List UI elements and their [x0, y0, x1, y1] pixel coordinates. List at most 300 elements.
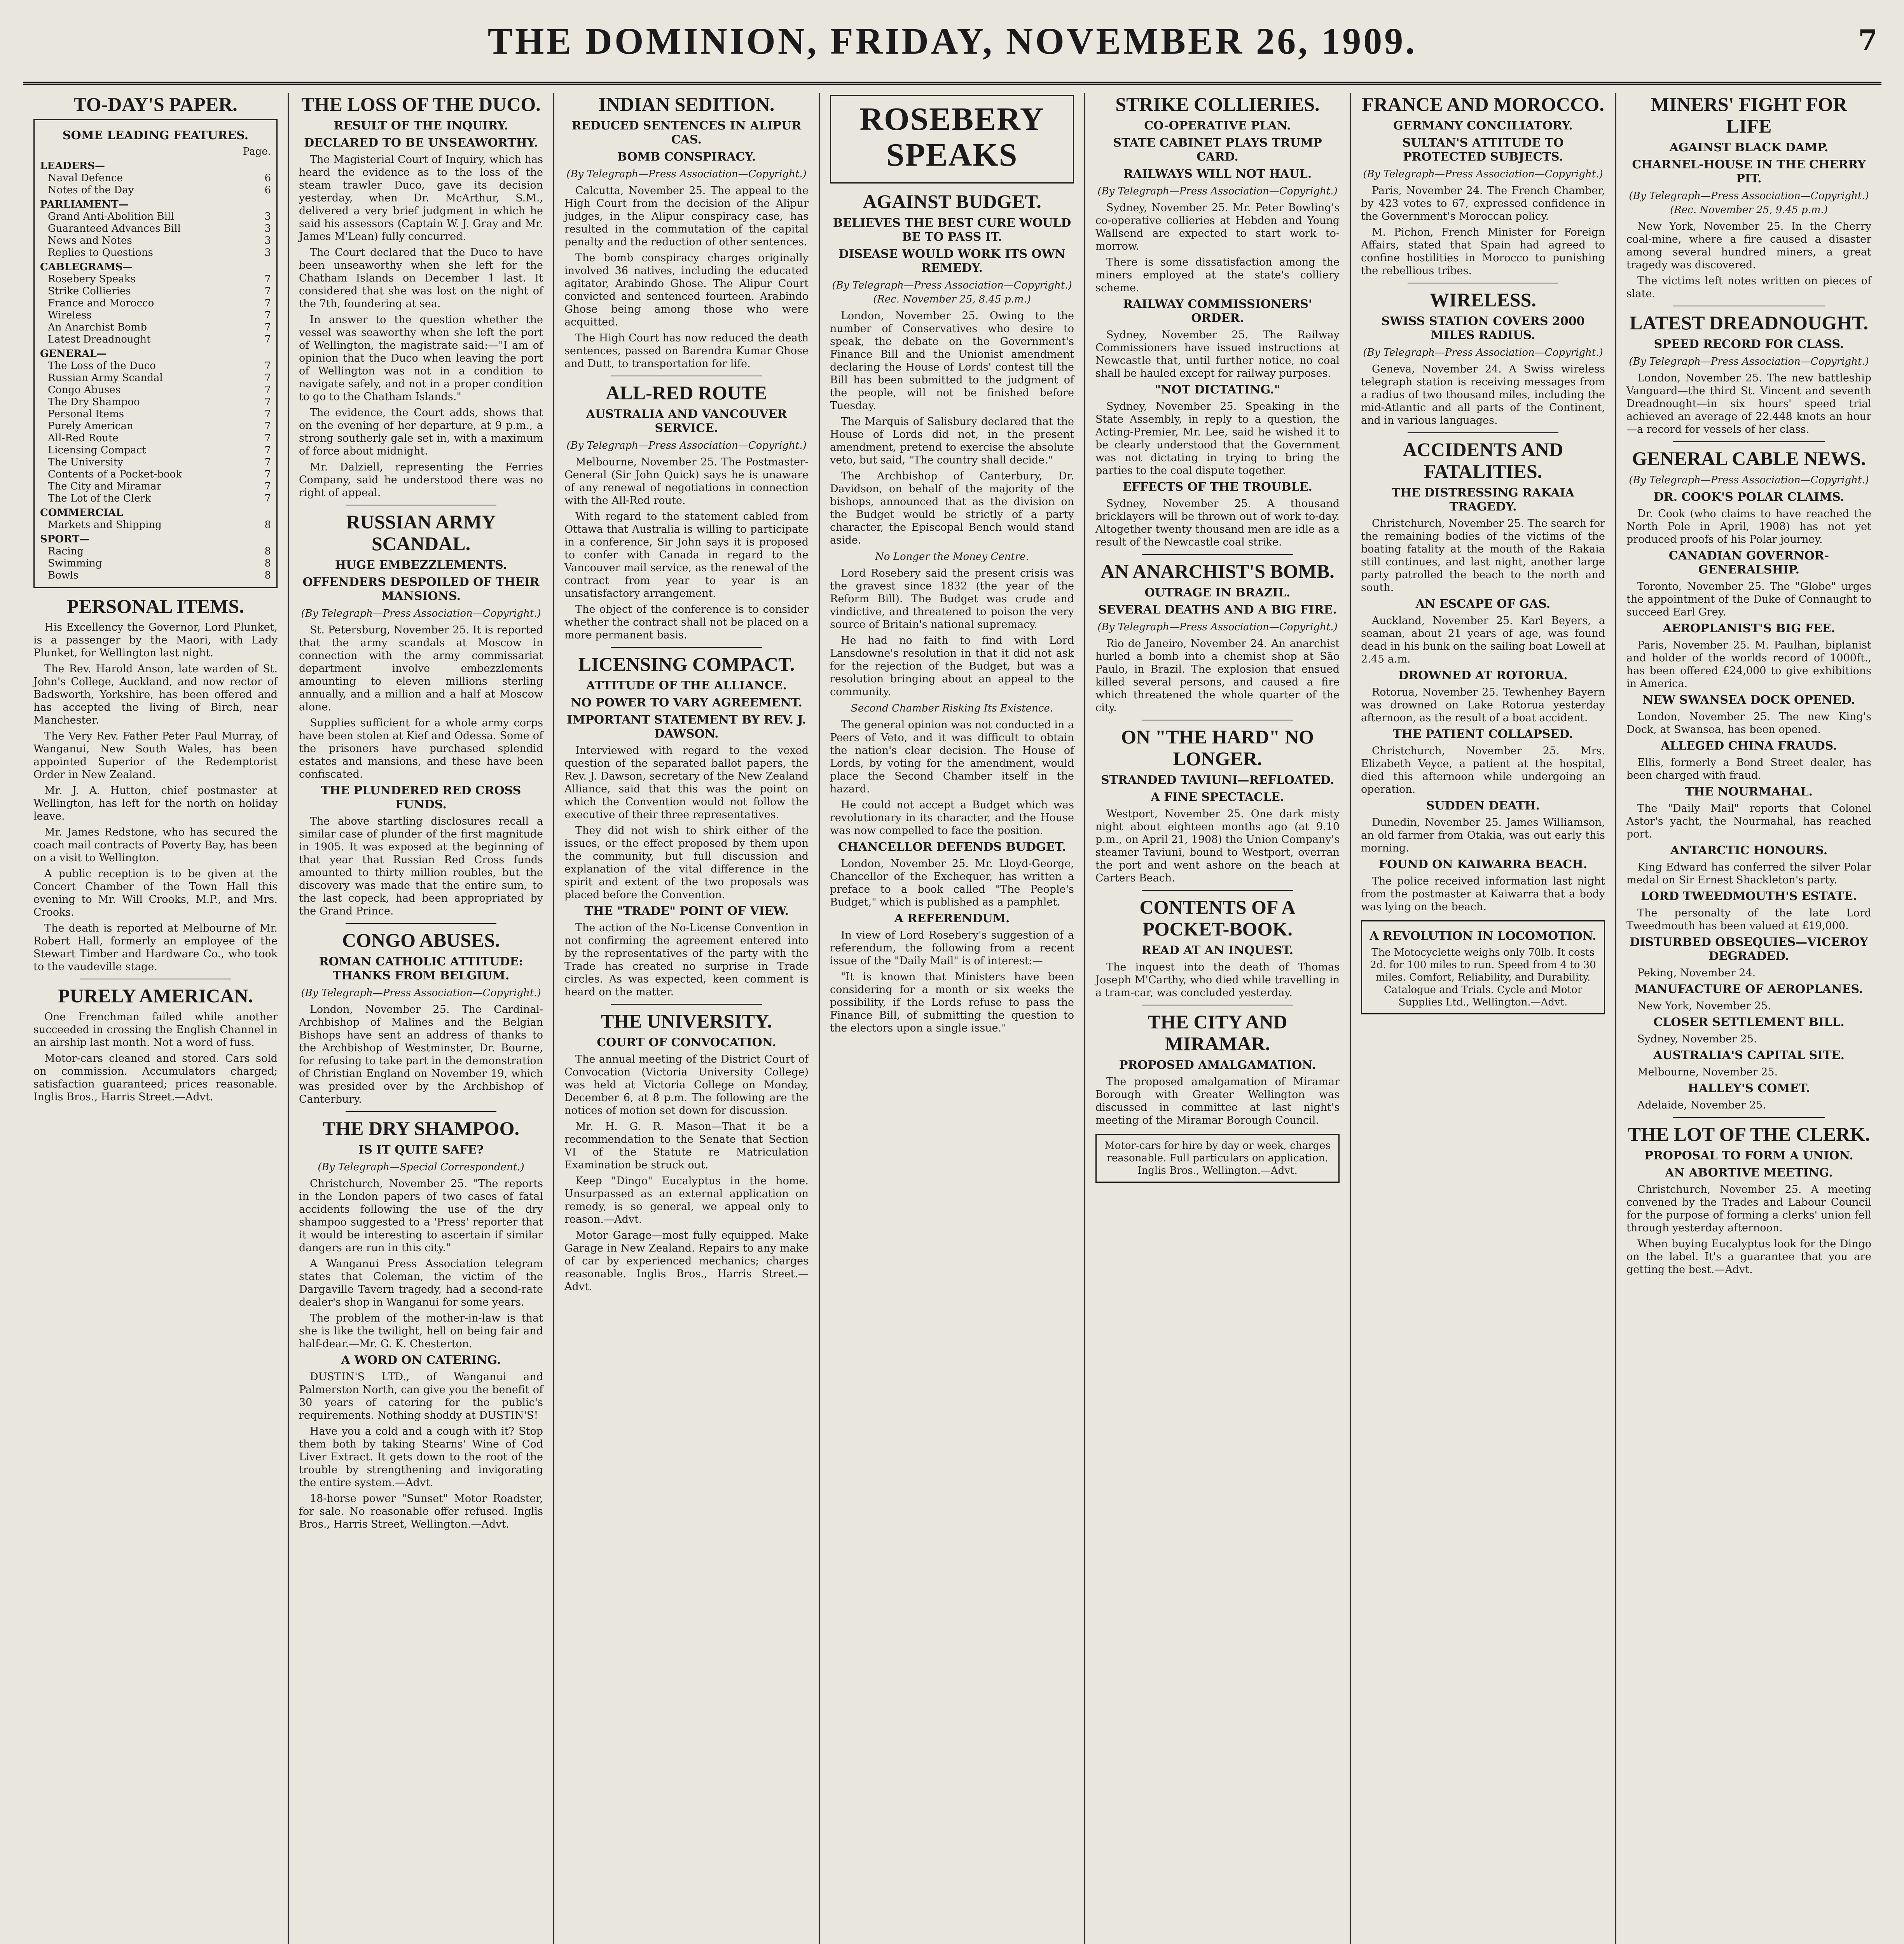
subhead: ATTITUDE OF THE ALLIANCE. [586, 679, 787, 692]
article-strike [1095, 201, 1340, 294]
index-section-title: SPORT— [40, 533, 90, 545]
index-item-page: 7 [264, 297, 271, 309]
article-paragraph: The victims left notes written on pieces of slate. [1626, 275, 1871, 300]
subhead: STATE CABINET PLAYS TRUMP CARD. [1113, 136, 1322, 164]
cable-subhead: LORD TWEEDMOUTH'S ESTATE. [1640, 890, 1857, 903]
subhead: CO-OPERATIVE PLAN. [1144, 119, 1291, 133]
article-duco [299, 153, 543, 499]
article-paragraph: Sydney, November 25. Mr. Peter Bowling's co-operative collieries at Hebden and Young Wallsend are expected to start work to-morrow. [1095, 202, 1340, 252]
byline: (By Telegraph—Press Association—Copyright.) [1097, 621, 1338, 633]
index-section-title: GENERAL— [40, 348, 107, 360]
article-paragraph: In view of Lord Rosebery's suggestion of a referendum, the following from a recent issue of the "Daily Mail" is of interest:— [830, 929, 1074, 967]
article-paragraph: Auckland, November 25. Karl Beyers, a seaman, about 21 years of age, was found dead in his bunk on the sailing boat Lowell at 2.45 a.m. [1361, 615, 1605, 665]
article-purely-american [33, 1010, 278, 1103]
article-paragraph: The police received information last night from the postmaster at Kaiwarra that a body was lying on the beach. [1361, 875, 1605, 913]
article-paragraph: When buying Eucalyptus look for the Dingo on the label. It's a guarantee that you are getting the best.—Advt. [1626, 1238, 1871, 1276]
subhead: ROMAN CATHOLIC ATTITUDE: THANKS FROM BELGIUM. [319, 955, 523, 982]
index-item-label: Bowls [48, 570, 79, 581]
headline-city-miramar: THE CITY AND MIRAMAR. [1148, 1011, 1287, 1054]
headline-anarchist: AN ANARCHIST'S BOMB. [1100, 560, 1335, 582]
article-paragraph: Lord Rosebery said the present crisis was the gravest since 1832 (the year of the Reform Bill). The Budget was crude and vindictive, and threatened to poison the very source of Britain's national supremacy. [830, 567, 1074, 631]
cable-subhead: CLOSER SETTLEMENT BILL. [1653, 1016, 1845, 1029]
index-item-page: 7 [264, 481, 271, 492]
index-item [40, 273, 271, 285]
article-paragraph: DUSTIN'S LTD., of Wanganui and Palmerston North, can give you the benefit of 30 years of catering for the public's requirements. Nothing shoddy at DUSTIN'S! [299, 1371, 543, 1421]
index-section [40, 259, 271, 273]
byline: (By Telegraph—Press Association—Copyright.) [1363, 347, 1603, 358]
article-paragraph: 18-horse power "Sunset" Motor Roadster, for sale. No reasonable offer refused. Inglis Bros., Harris Street, Wellington.—Advt. [299, 1493, 543, 1530]
index-item-page: 7 [264, 372, 271, 384]
index-item [40, 223, 271, 235]
index-item-page: 3 [264, 211, 271, 222]
article-clerk [1626, 1183, 1871, 1276]
article-plundered [299, 815, 543, 918]
article-chancellor [830, 857, 1074, 909]
article-pocketbook [1095, 961, 1340, 999]
subhead: THE PLUNDERED RED CROSS FUNDS. [321, 784, 521, 811]
index-item-page: 7 [264, 432, 271, 444]
article-paragraph: The death is reported at Melbourne of Mr. Robert Hall, formerly an employee of the Stewart Timber and Hardware Co., who took to the vaudeville stage. [33, 922, 278, 973]
headline-france: FRANCE AND MOROCCO. [1362, 93, 1604, 115]
subhead: OUTRAGE IN BRAZIL. [1144, 586, 1291, 600]
divider [1142, 890, 1293, 891]
column-1 [23, 93, 289, 1944]
article-paragraph: Melbourne, November 25. The Postmaster-General (Sir John Quick) says he is unaware of any renewal of negotiations in connection with the All-Red route. [564, 456, 809, 507]
index-section-title: LEADERS— [40, 160, 105, 172]
article-patient [1361, 745, 1605, 796]
article-paragraph: Sydney, November 25. Speaking in the State Assembly, in reply to a question, the Acting-Premier, Mr. Lee, said he wished it to be clearly understood that the Government was not dictating in trying to bring the parties to the coal dispute together. [1095, 400, 1340, 477]
index-item-page: 7 [264, 309, 271, 321]
headline-wireless: WIRELESS. [1430, 289, 1536, 311]
cable-paragraph: New York, November 25. [1637, 1000, 1771, 1012]
byline: (By Telegraph—Press Association—Copyright.) [566, 168, 807, 180]
index-item-page: 7 [264, 444, 271, 456]
article-paragraph: Keep "Dingo" Eucalyptus in the home. Unsurpassed as an external application on remedy, is so general, we appeal only to reason.—Advt. [564, 1175, 809, 1225]
subhead: A REFERENDUM. [894, 912, 1010, 925]
article-paragraph: Mr. H. G. R. Mason—That it be a recommendation to the Senate that Section VI of the Statute re Matriculation Examination be struck out. [564, 1121, 809, 1171]
subhead: PROPOSAL TO FORM A UNION. [1644, 1149, 1853, 1163]
index-item-label: The Dry Shampoo [48, 396, 140, 408]
article-paragraph: The general opinion was not conducted in a Peers of Veto, and it was difficult to obtain the nation's clear decision. The House of Lords, by voting for the amendment, would place the Second Chamber itself in the hazard. [830, 719, 1074, 795]
article-russian [299, 624, 543, 781]
index-item-page: 7 [264, 285, 271, 297]
index-item [40, 545, 271, 558]
newspaper-page [23, 16, 1881, 1944]
subhead: EFFECTS OF THE TROUBLE. [1123, 480, 1312, 494]
cable-paragraph: Peking, November 24. [1637, 967, 1756, 979]
index-col-header: Page. [243, 146, 271, 157]
index-item [40, 247, 271, 259]
article-allred [564, 456, 809, 642]
divider [1408, 432, 1558, 433]
cable-subhead: NEW SWANSEA DOCK OPENED. [1642, 693, 1855, 707]
article-paragraph: Supplies sufficient for a whole army corps have been stolen at Kief and Odessa. Some of the prisoners have purchased splendid estates and mansions, and these have been confiscated. [299, 717, 543, 780]
index-item-label: The Loss of the Duco [48, 360, 156, 372]
index-item-label: Naval Defence [48, 172, 123, 184]
article-personal [33, 621, 278, 973]
cable-paragraph: London, November 25. The new King's Dock, at Swansea, has been opened. [1626, 711, 1871, 736]
index-item-page: 8 [264, 570, 271, 581]
subhead: CHANCELLOR DEFENDS BUDGET. [838, 840, 1066, 854]
article-paragraph: The action of the No-License Convention in not confirming the agreement entered into by the representatives of the party with the Trade has created no surprise in Trade circles. As was expected, keen comment is heard on the matter. [564, 922, 809, 998]
article-licensing [564, 744, 809, 901]
byline: (By Telegraph—Press Association—Copyright.) [301, 987, 541, 999]
article-paragraph: New York, November 25. In the Cherry coal-mine, where a fire caused a disaster among several hundred miners, a great tragedy was discovered. [1626, 220, 1871, 271]
divider [346, 1111, 496, 1112]
divider [1673, 441, 1825, 442]
page-number: 7 [1858, 23, 1878, 56]
index-item-label: Markets and Shipping [48, 519, 162, 531]
article-paragraph: The Archbishop of Canterbury, Dr. Davidson, on behalf of the majority of the bishops, announced that as the division on the Budget would be strictly of a party character, the Episcopal Bench would stand aside. [830, 470, 1074, 546]
index-table [40, 146, 271, 582]
subhead: AUSTRALIA AND VANCOUVER SERVICE. [586, 407, 787, 435]
article-drowned [1361, 686, 1605, 724]
article-paragraph: Christchurch, November 25. Mrs. Elizabeth Veyce, a patient at the hospital, died this afternoon while undergoing an operation. [1361, 745, 1605, 795]
index-item-label: Contents of a Pocket-book [48, 469, 182, 480]
index-item-label: An Anarchist Bomb [48, 322, 147, 333]
index-item-page: 7 [264, 273, 271, 285]
article-paragraph: Motor Garage—most fully equipped. Make Garage in New Zealand. Repairs to any make of car by experienced mechanics; charges reasonable. Inglis Bros., Harris Street.—Advt. [564, 1229, 809, 1293]
article-congo [299, 1003, 543, 1106]
index-section [40, 346, 271, 360]
article-paragraph: A Wanganui Press Association telegram states that Coleman, the victim of the Dargaville Tavern tragedy, had a second-rate dealer's shop in Wanganui for some years. [299, 1258, 543, 1308]
column-3 [554, 93, 820, 1944]
cable-subhead: ALLEGED CHINA FRAUDS. [1661, 739, 1837, 753]
index-item-label: Grand Anti-Abolition Bill [48, 211, 174, 222]
byline: (By Telegraph—Press Association—Copyright.) [1629, 356, 1869, 367]
cable-paragraph: Ellis, formerly a Bond Street dealer, has been charged with fraud. [1626, 757, 1871, 781]
divider [1673, 1117, 1825, 1118]
ad-text: The Motocyclette weighs only 70lb. It costs 2d. for 100 miles to run. Speed from 4 to 30 miles. Comfort, Reliability, and Durability. Catalogue and Trials. Cycle and Motor Supplies Ltd., Wellington.—Advt. [1370, 947, 1596, 1008]
subhead: REDUCED SENTENCES IN ALIPUR CAS. [571, 119, 802, 147]
subhead: DECLARED TO BE UNSEAWORTHY. [304, 136, 538, 150]
index-item-page: 7 [264, 360, 271, 372]
article-paragraph: One Frenchman failed while another succeeded in crossing the English Channel in an airship last month. Not a word of fuss. [33, 1011, 278, 1049]
index-subheading: SOME LEADING FEATURES. [62, 129, 249, 142]
headline-licensing: LICENSING COMPACT. [578, 653, 795, 675]
subhead: THE PATIENT COLLAPSED. [1393, 727, 1573, 741]
subhead: DROWNED AT ROTORUA. [1398, 669, 1568, 682]
index-item-page: 7 [264, 408, 271, 420]
headline-russian: RUSSIAN ARMY SCANDAL. [346, 511, 496, 554]
byline: (By Telegraph—Press Association—Copyright.) (Rec. November 25, 9.45 p.m.) [1629, 190, 1869, 216]
article-paragraph: Dunedin, November 25. James Williamson, an old farmer from Otakia, was out early this morning. [1361, 816, 1605, 854]
article-paragraph: Christchurch, November 25. A meeting convened by the Trades and Labour Council for the purpose of forming a clerks' union fell through yesterday afternoon. [1626, 1184, 1871, 1234]
index-item-page: 6 [264, 172, 271, 184]
advertisement: Motor-cars for hire by day or week, charges reasonable. Full particulars on application. Inglis Bros., Wellington.—Advt. [1095, 1134, 1340, 1183]
article-paragraph: Have you a cold and a cough with it? Stop them both by taking Stearns' Wine of Cod Liver Extract. It gets down to the root of the trouble by strengthening and invigorating the entire system.—Advt. [299, 1425, 543, 1489]
article-catering [299, 1371, 543, 1531]
article-university [564, 1053, 809, 1293]
index-item [40, 309, 271, 322]
index-item-page: 6 [264, 184, 271, 196]
article-paragraph: The proposed amalgamation of Miramar Borough with Greater Wellington was discussed in committee at last night's meeting of the Miramar Borough Council. [1095, 1076, 1340, 1126]
article-sudden [1361, 816, 1605, 855]
article-paragraph: The Rev. Harold Anson, late warden of St. John's College, Auckland, and now rector of Badsworth, Yorkshire, has been offered and has accepted the living of Birch, near Manchester. [33, 663, 278, 726]
index-item-page: 7 [264, 396, 271, 408]
subhead: SUDDEN DEATH. [1426, 799, 1540, 813]
index-item [40, 396, 271, 408]
article-no-longer [830, 567, 1074, 698]
article-anarchist [1095, 637, 1340, 714]
article-miners [1626, 220, 1871, 300]
article-paragraph: The Very Rev. Father Peter Paul Murray, of Wanganui, New South Wales, has been appointed Superior of the Redemptorist Order in New Zealand. [33, 730, 278, 781]
index-section-title: CABLEGRAMS— [40, 261, 133, 273]
index-item-label: Guaranteed Advances Bill [48, 223, 181, 234]
article-paragraph: London, November 25. The Cardinal-Archbishop of Malines and the Belgian Bishops have sent an address of thanks to the Archbishop of Westminster, Dr. Bourne, for refusing to take part in the demonstration of Christian England on November 19, which was presided over by the Archbishop of Canterbury. [299, 1003, 543, 1105]
article-paragraph: Interviewed with regard to the vexed question of the separated ballot papers, the Rev. J. Dawson, secretary of the New Zealand Alliance, said that this was the point on which the Convention would not follow the executive of their three representatives. [564, 745, 809, 821]
article-effects [1095, 497, 1340, 549]
cable-subhead: ANTARCTIC HONOURS. [1670, 844, 1828, 857]
index-item-label: Wireless [48, 309, 92, 321]
article-indian [564, 184, 809, 370]
index-section [40, 158, 271, 172]
article-paragraph: Sydney, November 25. A thousand bricklayers will be thrown out of work to-day. Altogether twenty thousand men are idle as a result of the Newcastle coal strike. [1095, 498, 1340, 548]
article-paragraph: The evidence, the Court adds, shows that on the evening of her departure, at 9 p.m., a strong southerly gale set in, with a maximum of force about midnight. [299, 407, 543, 457]
subhead: AGAINST BUDGET. [863, 191, 1041, 212]
index-item-label: Strike Collieries [48, 285, 131, 297]
index-item [40, 285, 271, 297]
article-paragraph: St. Petersburg, November 25. It is reported that the army scandals at Moscow in connection with the army commissariat department involve embezzlements amounting to eleven millions sterling annually, and a million and a half at Moscow alone. [299, 624, 543, 713]
index-item [40, 211, 271, 223]
byline: (By Telegraph—Press Association—Copyright.) [301, 608, 541, 619]
masthead [23, 16, 1881, 85]
index-item [40, 408, 271, 420]
headline-todays-paper: TO-DAY'S PAPER. [73, 93, 238, 115]
masthead-title: THE DOMINION, FRIDAY, NOVEMBER 26, 1909. [487, 20, 1417, 62]
divider [611, 647, 762, 648]
byline: (By Telegraph—Press Association—Copyright.) (Rec. November 25, 8.45 p.m.) [832, 280, 1072, 305]
article-paragraph: Rio de Janeiro, November 24. An anarchist hurled a bomb into a chemist shop at São Paulo, in Brazil. The explosion that ensued killed several persons, and caused a fire which threatened the whole quarter of the city. [1095, 638, 1340, 714]
article-shampoo [299, 1177, 543, 1350]
subhead: HUGE EMBEZZLEMENTS. [335, 558, 507, 572]
column-7 [1616, 93, 1881, 1944]
index-item [40, 384, 271, 396]
index-item [40, 172, 271, 184]
index-item-label: The City and Miramar [48, 481, 161, 492]
headline-indian: INDIAN SEDITION. [598, 93, 775, 115]
index-item-label: Purely American [48, 420, 133, 432]
subhead: SPEED RECORD FOR CLASS. [1654, 337, 1844, 351]
article-paragraph: The bomb conspiracy charges originally involved 36 natives, including the educated agitator, Arabindo Ghose. The Alipur Court convicted and sentenced fourteen. Arabindo Ghose being among those who were acquitted. [564, 252, 809, 328]
index-item-page: 3 [264, 223, 271, 234]
index-item-page: 7 [264, 322, 271, 333]
article-paragraph: London, November 25. Mr. Lloyd-George, Chancellor of the Exchequer, has written a preface to a book called "The People's Budget," which is published as a pamphlet. [830, 858, 1074, 908]
subhead: DISEASE WOULD WORK ITS OWN REMEDY. [838, 247, 1066, 275]
index-item [40, 360, 271, 372]
byline: (By Telegraph—Press Association—Copyright.) [1097, 185, 1338, 197]
cable-paragraph: Toronto, November 25. The "Globe" urges the appointment of the Duke of Connaught to succeed Earl Grey. [1626, 580, 1871, 618]
article-paragraph: Mr. James Redstone, who has secured the coach mail contracts of Poverty Bay, has been on a visit to Wellington. [33, 826, 278, 864]
subhead: IMPORTANT STATEMENT BY REV. J. DAWSON. [567, 713, 806, 741]
index-item [40, 558, 271, 570]
headline-rosebery: ROSEBERY SPEAKS [859, 101, 1045, 173]
article-trade [564, 921, 809, 998]
cable-subhead: DR. COOK'S POLAR CLAIMS. [1653, 490, 1845, 504]
cable-paragraph: The "Daily Mail" reports that Colonel Astor's yacht, the Nourmahal, has reached port. [1626, 802, 1871, 840]
index-item [40, 372, 271, 384]
cable-paragraph: Sydney, November 25. [1637, 1033, 1757, 1045]
rosebery-headline-box [830, 95, 1074, 184]
article-paragraph: With regard to the statement cabled from Ottawa that Australia is willing to participate in a conference, Sir John says it is proposed to confer with Canada in regard to the Vancouver mail service, as the renewal of the contract from year to year is an unsatisfactory arrangement. [564, 510, 809, 600]
subhead: SULTAN'S ATTITUDE TO PROTECTED SUBJECTS. [1402, 136, 1564, 164]
index-item-label: Latest Dreadnought [48, 334, 151, 345]
index-item [40, 432, 271, 444]
index-item [40, 493, 271, 505]
cable-paragraph: Melbourne, November 25. [1637, 1066, 1778, 1078]
index-item-page: 8 [264, 558, 271, 569]
byline: (By Telegraph—Press Association—Copyright.) [1629, 474, 1869, 486]
headline-pocketbook: CONTENTS OF A POCKET-BOOK. [1139, 896, 1296, 940]
article-paragraph: His Excellency the Governor, Lord Plunket, is a passenger by the Maori, with Lady Plunket, for Wellington last night. [33, 621, 278, 659]
article-railway [1095, 329, 1340, 380]
index-item [40, 570, 271, 582]
article-paragraph: The inquest into the death of Thomas Joseph M'Carthy, who died while travelling in a tram-car, was concluded yesterday. [1095, 961, 1340, 999]
subhead: IS IT QUITE SAFE? [358, 1143, 484, 1157]
headline-congo: CONGO ABUSES. [342, 929, 500, 951]
subhead: FOUND ON KAIWARRA BEACH. [1378, 858, 1588, 871]
subhead: PROPOSED AMALGAMATION. [1119, 1058, 1316, 1072]
headline-accidents: ACCIDENTS AND FATALITIES. [1403, 439, 1563, 482]
article-paragraph: "It is known that Ministers have been considering for a month or six weeks the possibility, if the Lords refuse to pass the Finance Bill, of submitting the question to the electors upon a single issue." [830, 971, 1074, 1034]
index-item-label: Rosebery Speaks [48, 273, 136, 285]
subhead: RESULT OF THE INQUIRY. [334, 119, 508, 133]
cable-subhead: HALLEY'S COMET. [1687, 1082, 1810, 1095]
cable-paragraph: The personalty of the late Lord Tweedmouth has been valued at £19,000. [1626, 907, 1871, 932]
headline-strike: STRIKE COLLIERIES. [1115, 93, 1320, 115]
index-item-page: 7 [264, 384, 271, 396]
headline-duco: THE LOSS OF THE DUCO. [301, 93, 541, 115]
cable-subhead: AUSTRALIA'S CAPITAL SITE. [1653, 1049, 1845, 1062]
subhead: THE DISTRESSING RAKAIA TRAGEDY. [1392, 486, 1574, 514]
index-item-page: 7 [264, 469, 271, 480]
cable-paragraph: King Edward has conferred the silver Polar medal on Sir Ernest Shackleton's party. [1626, 861, 1871, 886]
article-france [1361, 184, 1605, 277]
article-paragraph: Geneva, November 24. A Swiss wireless telegraph station is receiving messages from a radius of two thousand miles, including the mid-Atlantic and all parts of the Continent, and in various languages. [1361, 363, 1605, 427]
subhead: THE "TRADE" POINT OF VIEW. [584, 904, 789, 918]
article-paragraph: The problem of the mother-in-law is that she is like the twilight, hell on being fair and half-dear.—Mr. G. K. Chesterton. [299, 1312, 543, 1350]
index-item-page: 7 [264, 420, 271, 432]
byline: (By Telegraph—Press Association—Copyright.) [1363, 168, 1603, 180]
cable-subhead: CANADIAN GOVERNOR-GENERALSHIP. [1668, 549, 1829, 577]
article-paragraph: The above startling disclosures recall a similar case of plunder of the first magnitude in 1905. It was exposed at the beginning of that year that Russian Red Cross funds amounted to thirty million roubles, but the discovery was made that the entire sum, to the last copeck, had been appropriated by the Grand Prince. [299, 815, 543, 917]
subhead: "NOT DICTATING." [1155, 383, 1280, 397]
article-paragraph: He could not accept a Budget which was revolutionary in its character, and the House was now compelled to face the position. [830, 799, 1074, 837]
index-item-label: The University [48, 456, 124, 468]
index-item-page: 8 [264, 519, 271, 531]
index-item-label: Replies to Questions [48, 247, 153, 259]
subhead: AN ESCAPE OF GAS. [1415, 597, 1551, 611]
index-item-page: 3 [264, 247, 271, 259]
index-box [33, 119, 278, 588]
article-paragraph: Westport, November 25. One dark misty night about eighteen months ago (at 9.10 p.m., on April 21, 1908) the Union Company's steamer Taviuni, bound to Westport, overran the port and went ashore on the beach at Carters Beach. [1095, 808, 1340, 884]
index-item-page: 7 [264, 334, 271, 345]
article-escape [1361, 614, 1605, 666]
subhead: RAILWAYS WILL NOT HAUL. [1123, 167, 1312, 181]
article-paragraph: The object of the conference is to consider whether the contract shall not be placed on a more permanent basis. [564, 603, 809, 641]
subhead: A FINE SPECTACLE. [1151, 790, 1284, 804]
article-rosebery [830, 309, 1074, 547]
index-item [40, 235, 271, 247]
article-paragraph: London, November 25. Owing to the number of Conservatives who desire to speak, the debate on the Government's Finance Bill and the Unionist amendment declaring the House of Lords' contest till the Bill has been submitted to the judgment of the people, will not be finished before Tuesday. [830, 310, 1074, 412]
index-item [40, 456, 271, 469]
subhead: STRANDED TAVIUNI—REFLOATED. [1100, 773, 1335, 787]
article-general-cable [1626, 490, 1871, 1112]
article-paragraph: Motor-cars cleaned and stored. Cars sold on commission. Accumulators charged; satisfaction guaranteed; prices reasonable. Inglis Bros., Harris Street.—Advt. [33, 1052, 278, 1103]
index-item-label: Notes of the Day [48, 184, 134, 196]
index-item [40, 481, 271, 493]
column-6 [1351, 93, 1616, 1944]
index-item-label: Swimming [48, 558, 102, 569]
article-paragraph: Paris, November 24. The French Chamber, by 423 votes to 67, expressed confidence in the Government's Moroccan policy. [1361, 185, 1605, 222]
cable-paragraph: Dr. Cook (who claims to have reached the North Pole in April, 1908) has not yet produced proofs of his Polar journey. [1626, 508, 1871, 545]
index-section [40, 196, 271, 211]
headline-the-hard: ON "THE HARD" NO LONGER. [1121, 726, 1314, 769]
article-paragraph: The Magisterial Court of Inquiry, which has heard the evidence as to the loss of the steam trawler Duco, gave its decision yesterday, when Dr. McArthur, S.M., delivered a very brief judgment in which he said his assessors (Captain W. J. Gray and Mr. James M'Lean) fully concurred. [299, 154, 543, 243]
index-item [40, 469, 271, 481]
index-section-title: COMMERCIAL [40, 507, 123, 519]
divider [1142, 554, 1293, 555]
index-item [40, 444, 271, 456]
article-paragraph: Sydney, November 25. The Railway Commissioners have issued instructions at Newcastle that, until further notice, no coal shall be hauled except for railway purposes. [1095, 329, 1340, 379]
subhead: AGAINST BLACK DAMP. [1669, 141, 1829, 154]
index-item-label: The Lot of the Clerk [48, 493, 151, 504]
index-item-label: France and Morocco [48, 297, 154, 309]
index-section-title: PARLIAMENT— [40, 199, 129, 210]
article-wireless [1361, 363, 1605, 427]
index-section [40, 505, 271, 519]
index-item-label: Licensing Compact [48, 444, 146, 456]
index-item-page: 7 [264, 493, 271, 504]
subhead: SWISS STATION COVERS 2000 MILES RADIUS. [1381, 315, 1585, 342]
article-second-chamber [830, 719, 1074, 837]
subhead: SEVERAL DEATHS AND A BIG FIRE. [1098, 603, 1337, 617]
subhead: GERMANY CONCILIATORY. [1393, 119, 1573, 133]
article-paragraph: London, November 25. The new battleship Vanguard—the third St. Vincent and seventh Dreadnought—in six hours' speed trial achieved an average of 22.448 knots an hour—a record for vessels of her class. [1626, 372, 1871, 435]
cable-subhead: DISTURBED OBSEQUIES—VICEROY DEGRADED. [1630, 935, 1868, 963]
divider [611, 1004, 762, 1005]
headline-clerk: THE LOT OF THE CLERK. [1628, 1123, 1870, 1145]
subhead: No Longer the Money Centre. [875, 551, 1029, 563]
cable-subhead: THE NOURMAHAL. [1685, 785, 1813, 799]
index-item [40, 322, 271, 334]
index-item [40, 334, 271, 346]
article-referendum [830, 929, 1074, 1035]
advertisement [1361, 920, 1605, 1014]
headline-general-cable: GENERAL CABLE NEWS. [1632, 448, 1866, 469]
article-paragraph: There is some dissatisfaction among the miners employed at the state's colliery scheme. [1095, 256, 1340, 294]
headline-personal: PERSONAL ITEMS. [67, 595, 244, 617]
index-item [40, 184, 271, 196]
article-paragraph: The High Court has now reduced the death sentences, passed on Barendra Kumar Ghose and Dutt, to transportation for life. [564, 332, 809, 370]
index-section [40, 531, 271, 545]
divider [346, 923, 496, 924]
index-item-page: 8 [264, 545, 271, 557]
article-paragraph: Rotorua, November 25. Tewhenhey Bayern was drowned on Lake Rotorua yesterday afternoon, as the result of a boat accident. [1361, 686, 1605, 724]
article-paragraph: Mr. Dalziell, representing the Ferries Company, said he understood there was no right of appeal. [299, 461, 543, 499]
index-item-label: Racing [48, 545, 84, 557]
subhead: RAILWAY COMMISSIONERS' ORDER. [1123, 297, 1312, 325]
columns [23, 93, 1881, 1944]
subhead: AN ABORTIVE MEETING. [1665, 1166, 1833, 1180]
article-paragraph: Christchurch, November 25. The search for the remaining bodies of the victims of the boating fatality at the mouth of the Rakaia still continues, and last night, another large party patrolled the beach to the north and south. [1361, 517, 1605, 594]
cable-paragraph: Adelaide, November 25. [1637, 1099, 1766, 1111]
article-the-hard [1095, 808, 1340, 885]
column-4 [820, 93, 1085, 1944]
cable-paragraph: Paris, November 25. M. Paulhan, biplanist and holder of the worlds record of 1000ft., has been offered £24,000 to give exhibitions in America. [1626, 639, 1871, 690]
index-item-label: Russian Army Scandal [48, 372, 163, 384]
column-2 [289, 93, 554, 1944]
